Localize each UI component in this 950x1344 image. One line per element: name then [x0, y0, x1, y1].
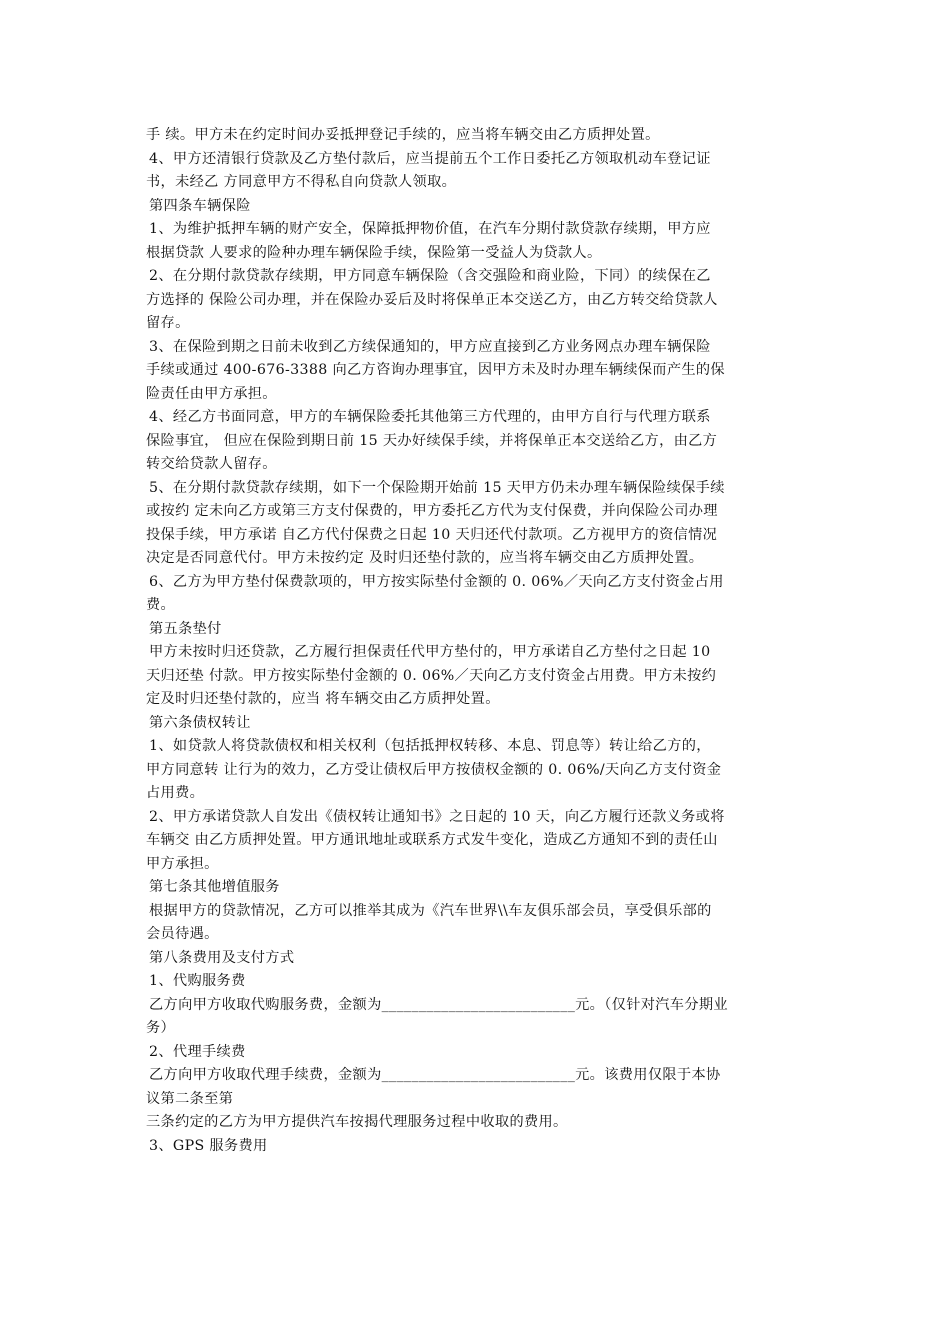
text-line: 甲方同意转 让行为的效力，乙方受让债权后甲方按债权金额的 0. 06%/天向乙方支付资金: [146, 761, 722, 778]
text-line: 3、GPS 服务费用: [149, 1137, 268, 1154]
text-line: 手 续。甲方未在约定时间办妥抵押登记手续的，应当将车辆交由乙方质押处置。: [146, 127, 660, 143]
text-line: 方选择的 保险公司办理，并在保险办妥后及时将保单正本交送乙方，由乙方转交给贷款人: [146, 291, 718, 308]
text-line: 根据甲方的贷款情况，乙方可以推举其成为《汽车世界\\车友俱乐部会员，享受俱乐部的: [149, 902, 712, 919]
text-line: 第六条债权转让: [149, 714, 251, 731]
text-line: 乙方向甲方收取代理手续费，金额为__________________________元。该费用仅限于本协: [149, 1067, 721, 1083]
text-line: 甲方承担。: [146, 855, 219, 872]
text-line: 投保手续，甲方承诺 自乙方代付保费之日起 10 天归还代付款项。乙方视甲方的资信情况: [146, 526, 718, 543]
text-line: 占用费。: [146, 785, 205, 801]
text-line: 定及时归还垫付款的，应当 将车辆交由乙方质押处置。: [146, 691, 500, 707]
text-line: 或按约 定未向乙方或第三方支付保费的，甲方委托乙方代为支付保费，并向保险公司办理: [146, 503, 718, 519]
text-line: 转交给贷款人留存。: [146, 456, 277, 472]
text-line: 议第二条至第: [146, 1090, 234, 1107]
text-line: 4、经乙方书面同意，甲方的车辆保险委托其他第三方代理的，由甲方自行与代理方联系: [149, 409, 711, 425]
text-line: 6、乙方为甲方垫付保费款项的，甲方按实际垫付金额的 0. 06%／天向乙方支付资金占用: [149, 573, 724, 590]
text-line: 第八条费用及支付方式: [149, 949, 295, 966]
text-line: 乙方向甲方收取代购服务费，金额为__________________________元。（仅针对汽车分期业: [149, 996, 728, 1013]
contract-text-body: [146, 124, 808, 1158]
text-line: 天归还垫 付款。甲方按实际垫付金额的 0. 06%／天向乙方支付资金占用费。甲方未按约: [146, 667, 717, 684]
text-line: 第五条垫付: [149, 620, 222, 637]
text-line: 1、为维护抵押车辆的财产安全，保障抵押物价值，在汽车分期付款贷款存续期，甲方应: [149, 221, 711, 237]
text-line: 车辆交 由乙方质押处置。甲方通讯地址或联系方式发牛变化，造成乙方通知不到的责任山: [146, 832, 718, 848]
text-line: 第七条其他增值服务: [149, 879, 280, 895]
text-line: 保险事宜， 但应在保险到期日前 15 天办好续保手续，并将保单正本交送给乙方，由乙方: [146, 432, 718, 449]
text-line: 1、如贷款人将贷款债权和相关权利（包括抵押权转移、本息、罚息等）转让给乙方的，: [149, 738, 711, 754]
text-line: 根据贷款 人要求的险种办理车辆保险手续，保险第一受益人为贷款人。: [146, 244, 602, 261]
text-line: 险责任由甲方承担。: [146, 385, 277, 402]
text-line: 决定是否同意代付。甲方未按约定 及时归还垫付款的，应当将车辆交由乙方质押处置。: [146, 550, 704, 566]
text-line: 5、在分期付款贷款存续期，如下一个保险期开始前 15 天甲方仍未办理车辆保险续保手续: [149, 479, 725, 496]
text-line: 三条约定的乙方为甲方提供汽车按揭代理服务过程中收取的费用。: [146, 1114, 568, 1130]
text-line: 手续或通过 400-676-3388 向乙方咨询办理事宜，因甲方未及时办理车辆续保而产生的保: [146, 362, 725, 378]
text-line: 费。: [146, 597, 176, 613]
text-line: 留存。: [146, 315, 190, 331]
text-line: 书，未经乙 方同意甲方不得私自向贷款人领取。: [146, 174, 457, 190]
text-line: 甲方未按时归还贷款，乙方履行担保责任代甲方垫付的，甲方承诺自乙方垫付之日起 10: [149, 644, 711, 660]
text-line: 2、在分期付款贷款存续期，甲方同意车辆保险（含交强险和商业险，下同）的续保在乙: [149, 268, 711, 284]
text-line: 2、甲方承诺贷款人自发出《债权转让通知书》之日起的 10 天，向乙方履行还款义务或将: [149, 808, 725, 825]
text-line: 会员待遇。: [146, 926, 219, 942]
text-line: 1、代购服务费: [149, 973, 246, 989]
text-line: 3、在保险到期之日前未收到乙方续保通知的，甲方应直接到乙方业务网点办理车辆保险: [149, 338, 711, 355]
text-line: 4、甲方还清银行贷款及乙方垫付款后，应当提前五个工作日委托乙方领取机动车登记证: [149, 150, 711, 167]
text-line: 第四条车辆保险: [149, 197, 251, 214]
text-line: 2、代理手续费: [149, 1043, 246, 1060]
text-line: 务）: [146, 1020, 176, 1036]
